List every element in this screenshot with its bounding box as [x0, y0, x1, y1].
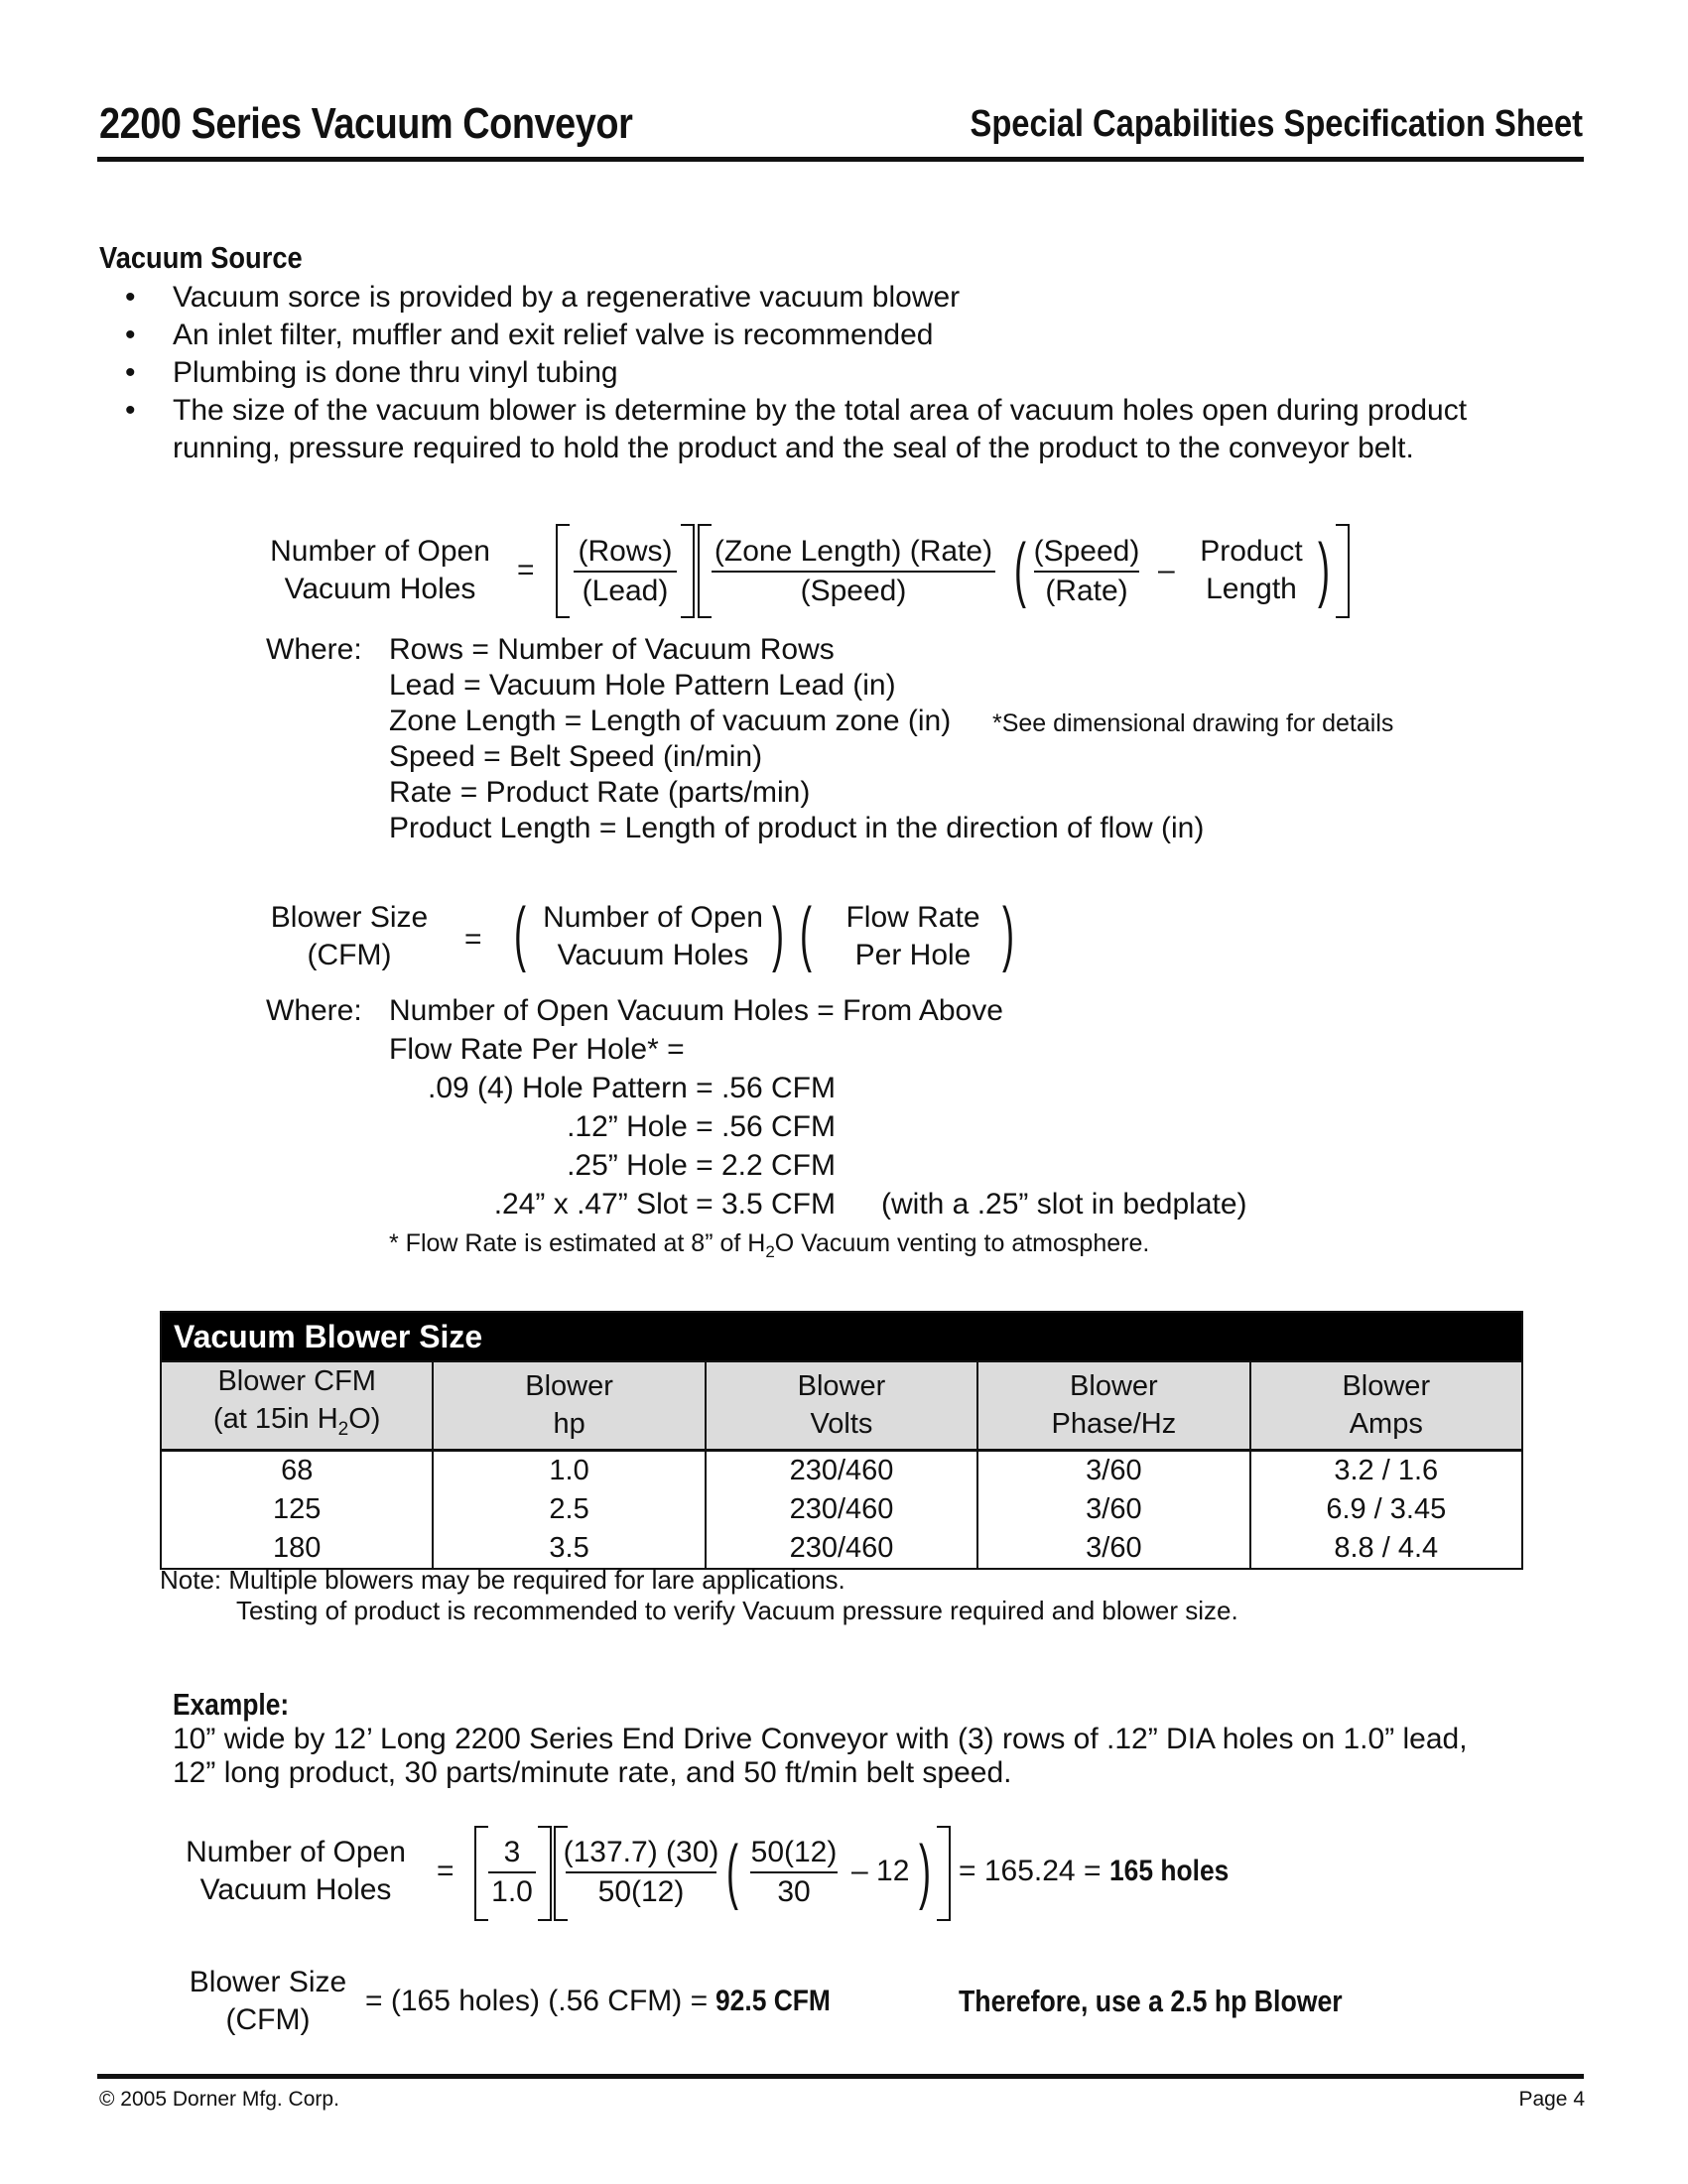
- flow-footnote: * Flow Rate is estimated at 8” of $H_2O$ Vacuum venting to atmosphere.: [389, 1229, 1150, 1261]
- example-blower-lhs2: (CFM): [225, 2003, 311, 2036]
- bullet-marker: •: [125, 356, 136, 389]
- where-item: Lead = Vacuum Hole Pattern Lead (in): [389, 669, 896, 702]
- fraction-numerator: 50(12): [750, 1836, 838, 1868]
- minus-twelve: – 12: [851, 1855, 910, 1887]
- fraction-denominator: (Lead): [582, 575, 669, 607]
- table-cell: 6.9 / 3.45: [1250, 1490, 1522, 1529]
- table-cell: 3/60: [977, 1450, 1249, 1490]
- table-row: [161, 1490, 1522, 1529]
- drawing-note: *See dimensional drawing for details: [992, 709, 1394, 737]
- column-header: Blower CFM (at 15in $H_2O$): [161, 1361, 433, 1450]
- fraction-numerator: (Rows): [578, 535, 673, 568]
- table-row: [161, 1529, 1522, 1569]
- where-label: Where:: [266, 633, 362, 666]
- example-result: = 165.24 = 165 holes: [959, 1855, 1230, 1887]
- table-cell: 180: [161, 1529, 433, 1569]
- column-header: Blower Amps: [1250, 1361, 1522, 1450]
- formula-lhs-line2: Vacuum Holes: [284, 573, 476, 605]
- fraction-denominator: (Rate): [1045, 575, 1128, 607]
- right-bracket: [681, 524, 695, 618]
- right-bracket: [538, 1826, 552, 1921]
- where-label: Where:: [266, 994, 362, 1027]
- where-item: Rate = Product Rate (parts/min): [389, 776, 811, 809]
- bullet-item: Plumbing is done thru vinyl tubing: [173, 356, 618, 389]
- slot-note: (with a .25” slot in bedplate): [881, 1188, 1247, 1220]
- right-bracket: [937, 1826, 951, 1921]
- where-item: Zone Length = Length of vacuum zone (in): [389, 705, 952, 737]
- left-paren: (: [799, 894, 812, 973]
- example-heading: Example:: [173, 1687, 290, 1722]
- example-line-1: 10” wide by 12’ Long 2200 Series End Drive Conveyor with (3) rows of .12” DIA holes on 1.0” lead,: [173, 1723, 1468, 1755]
- right-paren: ): [1001, 894, 1014, 973]
- fraction-denominator: 1.0: [491, 1875, 533, 1908]
- column-header: Blower hp: [433, 1361, 705, 1450]
- right-paren: ): [1317, 530, 1330, 609]
- bullet-marker: •: [125, 281, 136, 314]
- where-item: Speed = Belt Speed (in/min): [389, 740, 763, 773]
- example-lhs-line1: Number of Open: [186, 1836, 406, 1868]
- paren-content-line2: Vacuum Holes: [557, 939, 749, 971]
- table-cell: 2.5: [433, 1490, 705, 1529]
- table-title: Vacuum Blower Size: [161, 1312, 1522, 1361]
- footer-rule: [97, 2074, 1584, 2079]
- table-note-1: Note: Multiple blowers may be required for lare applications.: [160, 1565, 845, 1595]
- where-item: Rows = Number of Vacuum Rows: [389, 633, 835, 666]
- paren-content-line1: Number of Open: [543, 901, 763, 934]
- header-rule: [97, 157, 1584, 162]
- table-cell: 3/60: [977, 1490, 1249, 1529]
- table-note-2: Testing of product is recommended to verify Vacuum pressure required and blower size.: [236, 1596, 1238, 1625]
- bullet-item: The size of the vacuum blower is determine by the total area of vacuum holes open during product running, pressure required to hold the product and the seal of the product to the conveyor belt.: [173, 394, 1468, 464]
- table-cell: 230/460: [706, 1490, 977, 1529]
- bullet-marker: •: [125, 394, 136, 427]
- table-row: [161, 1450, 1522, 1490]
- example-conclusion: Therefore, use a 2.5 hp Blower: [959, 1984, 1343, 2018]
- table-cell: 68: [161, 1450, 433, 1490]
- where-item: Number of Open Vacuum Holes = From Above: [389, 994, 1003, 1027]
- blower-lhs-line1: Blower Size: [270, 901, 429, 934]
- example-line-2: 12” long product, 30 parts/minute rate, and 50 ft/min belt speed.: [173, 1756, 1012, 1789]
- table-cell: 230/460: [706, 1450, 977, 1490]
- table-cell: 3.5: [433, 1529, 705, 1569]
- table-header-row: [161, 1361, 1522, 1450]
- vacuum-source-heading: Vacuum Source: [99, 240, 303, 275]
- formula-minus: –: [1158, 554, 1175, 586]
- where-item: Product Length = Length of product in the direction of flow (in): [389, 812, 1205, 844]
- table-cell: 8.8 / 4.4: [1250, 1529, 1522, 1569]
- paren-content-line1: Flow Rate: [845, 901, 980, 934]
- right-bracket: [1336, 524, 1350, 618]
- table-cell: 1.0: [433, 1450, 705, 1490]
- page-number: Page 4: [1518, 2088, 1585, 2111]
- vacuum-blower-size-table: [160, 1311, 1523, 1570]
- fraction-numerator: (Speed): [1033, 535, 1140, 568]
- example-lhs-line2: Vacuum Holes: [199, 1873, 392, 1906]
- table-cell: 3.2 / 1.6: [1250, 1450, 1522, 1490]
- blower-lhs-line2: (CFM): [307, 939, 392, 971]
- paren-content-line2: Per Hole: [854, 939, 972, 971]
- example-blower-equation: = (165 holes) (.56 CFM) = 92.5 CFM: [365, 1985, 832, 2017]
- fraction-denominator: (Speed): [800, 575, 907, 607]
- flow-rate-item: .12” Hole = .56 CFM: [567, 1110, 836, 1143]
- product-length-line2: Length: [1206, 573, 1297, 605]
- document-subtitle: Special Capabilities Specification Sheet: [970, 103, 1583, 145]
- fraction-denominator: 30: [777, 1875, 811, 1908]
- example-equals: =: [437, 1855, 454, 1887]
- flow-rate-item: .09 (4) Hole Pattern = .56 CFM: [427, 1072, 836, 1104]
- fraction-numerator: 3: [503, 1836, 521, 1868]
- column-header: Blower Phase/Hz: [977, 1361, 1249, 1450]
- table-cell: 230/460: [706, 1529, 977, 1569]
- formula-equals: =: [517, 554, 535, 586]
- right-paren: ): [771, 894, 784, 973]
- table-cell: 3/60: [977, 1529, 1249, 1569]
- flow-rate-item: .25” Hole = 2.2 CFM: [567, 1149, 836, 1182]
- table-cell: 125: [161, 1490, 433, 1529]
- left-paren: (: [1013, 530, 1026, 609]
- fraction-numerator: (137.7) (30): [563, 1836, 719, 1868]
- fraction-denominator: 50(12): [597, 1875, 685, 1908]
- where-item: Flow Rate Per Hole* =: [389, 1033, 685, 1066]
- fraction-numerator: (Zone Length) (Rate): [714, 535, 993, 568]
- product-length-line1: Product: [1200, 535, 1303, 568]
- copyright: © 2005 Dorner Mfg. Corp.: [99, 2088, 339, 2111]
- left-bracket: [556, 524, 570, 618]
- bullet-item: An inlet filter, muffler and exit relief valve is recommended: [173, 319, 934, 351]
- document-title: 2200 Series Vacuum Conveyor: [99, 99, 633, 148]
- example-blower-lhs1: Blower Size: [189, 1966, 347, 1998]
- left-paren: (: [725, 1832, 738, 1911]
- bullet-item: Vacuum sorce is provided by a regenerative vacuum blower: [173, 281, 961, 314]
- blower-equals: =: [464, 923, 482, 956]
- column-header: Blower Volts: [706, 1361, 977, 1450]
- right-paren: ): [918, 1832, 931, 1911]
- bullet-marker: •: [125, 319, 136, 351]
- left-paren: (: [513, 894, 526, 973]
- flow-rate-item: .24” x .47” Slot = 3.5 CFM: [493, 1188, 836, 1220]
- formula-lhs-line1: Number of Open: [270, 535, 490, 568]
